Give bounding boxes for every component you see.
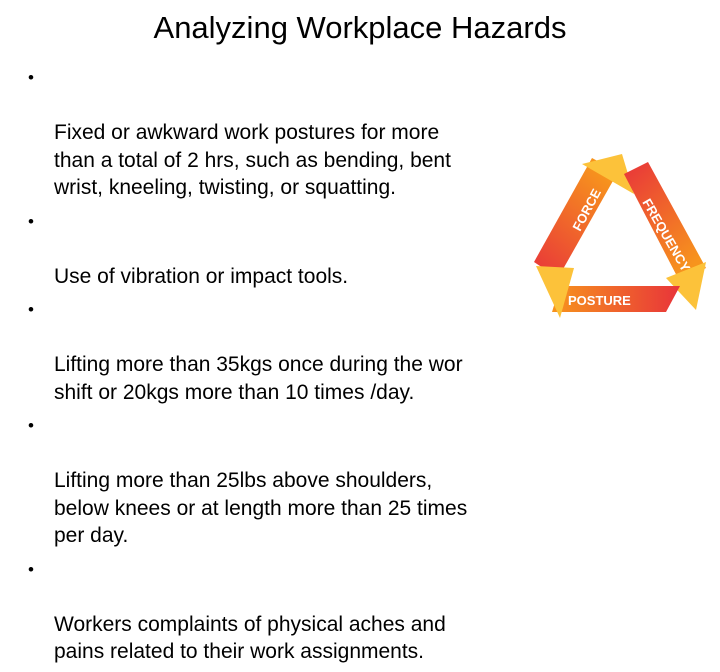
bullet-item <box>24 208 544 291</box>
bullet-marker: • <box>28 416 34 435</box>
bullet-marker: • <box>28 300 34 319</box>
bullet-text: Lifting more than 35kgs once during the wor shift or 20kgs more than 10 times /day. <box>54 353 463 404</box>
bullet-item <box>24 64 544 202</box>
bullet-marker: • <box>28 559 34 579</box>
bullet-marker: • <box>28 211 34 231</box>
bullet-marker: • <box>28 68 34 87</box>
force-frequency-posture-cycle-graphic <box>530 150 708 340</box>
bullet-item <box>24 296 544 406</box>
slide-title: Analyzing Workplace Hazards <box>153 10 567 45</box>
bullet-item <box>24 412 544 550</box>
bullet-text: Workers complaints of physical aches and pains related to their work assignments. <box>54 612 446 663</box>
bullet-item <box>24 556 544 666</box>
frequency-label: FREQUENCY <box>639 196 694 275</box>
bullet-text: Lifting more than 25lbs above shoulders, below knees or at length more than 25 times per day. <box>54 469 468 547</box>
bullet-list <box>24 64 544 672</box>
force-label: FORCE <box>569 186 605 234</box>
bullet-text: Use of vibration or impact tools. <box>54 264 349 288</box>
bullet-text: Fixed or awkward work postures for more than a total of 2 hrs, such as bending, bent wrist, kneeling, twisting, or squatting. <box>54 121 451 199</box>
posture-label: POSTURE <box>568 293 631 308</box>
